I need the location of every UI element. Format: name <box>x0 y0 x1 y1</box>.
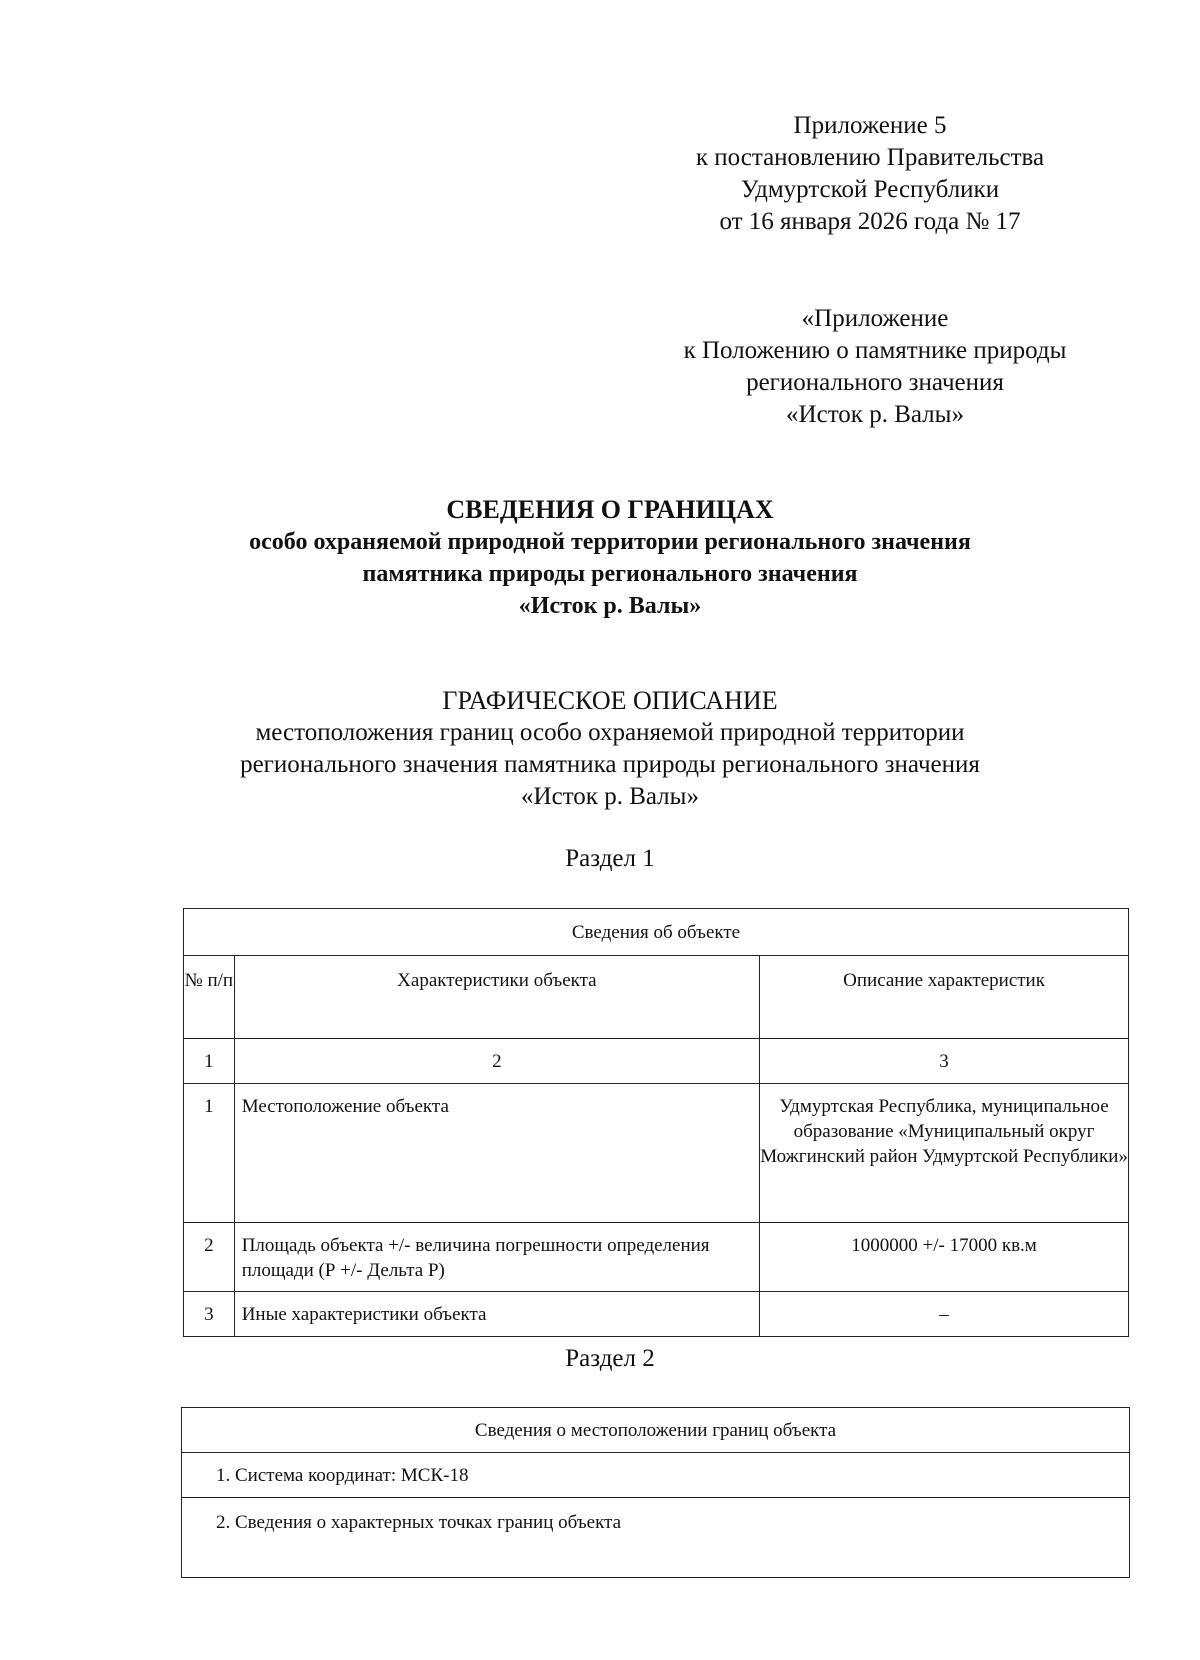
annex2-line: «Исток р. Валы» <box>786 401 964 428</box>
row-number: 3 <box>184 1292 235 1337</box>
coordinate-system-row: 1. Система координат: МСК-18 <box>182 1453 1130 1498</box>
title-main: СВЕДЕНИЯ О ГРАНИЦАХ <box>446 495 774 524</box>
row-description: Удмуртская Республика, муниципальное образование «Муниципальный округ Можгинский район Удмуртской Республики» <box>760 1084 1129 1223</box>
table-row <box>182 1498 1130 1578</box>
section-1-label: Раздел 1 <box>565 845 655 872</box>
column-number-1: 1 <box>184 1039 235 1084</box>
column-number-2: 2 <box>234 1039 759 1084</box>
annex-header <box>660 110 1080 238</box>
column-header-number: № п/п <box>184 956 235 1039</box>
object-info-table <box>183 908 1129 1337</box>
annex-line: Приложение 5 <box>793 112 947 139</box>
row-number: 2 <box>184 1223 235 1292</box>
column-number-3: 3 <box>760 1039 1129 1084</box>
graphic-line: регионального значения памятника природы регионального значения <box>240 751 980 778</box>
annex-line: к постановлению Правительства <box>695 144 1045 171</box>
document-title <box>150 494 1070 622</box>
column-header-characteristics: Характеристики объекта <box>234 956 759 1039</box>
boundary-location-table <box>181 1407 1130 1578</box>
title-line: особо охраняемой природной территории регионального значения <box>249 529 971 555</box>
row-characteristic: Площадь объекта +/- величина погрешности определения площади (Р +/- Дельта Р) <box>234 1223 759 1292</box>
row-characteristic: Местоположение объекта <box>234 1084 759 1223</box>
section-2-label: Раздел 2 <box>565 1345 655 1372</box>
boundary-points-row: 2. Сведения о характерных точках границ объекта <box>182 1498 1130 1578</box>
title-line: «Исток р. Валы» <box>518 593 702 619</box>
row-description: – <box>760 1292 1129 1337</box>
table-row <box>182 1453 1130 1498</box>
column-header-description: Описание характеристик <box>760 956 1129 1039</box>
graphic-line: местоположения границ особо охраняемой природной территории <box>255 719 965 746</box>
annex2-line: «Приложение <box>801 305 949 332</box>
table-row <box>184 1084 1129 1223</box>
title-line: памятника природы регионального значения <box>362 561 858 587</box>
row-number: 1 <box>184 1084 235 1223</box>
table-row <box>184 1292 1129 1337</box>
table-row <box>184 1223 1129 1292</box>
row-description: 1000000 +/- 17000 кв.м <box>760 1223 1129 1292</box>
annex-line: Удмуртской Республики <box>740 176 1000 203</box>
graphic-description-title <box>150 685 1070 813</box>
annex2-line: к Положению о памятнике природы <box>683 337 1067 364</box>
graphic-line: «Исток р. Валы» <box>521 783 699 810</box>
annex-to-regulation <box>640 303 1110 431</box>
table-header: Сведения об объекте <box>184 909 1129 956</box>
row-characteristic: Иные характеристики объекта <box>234 1292 759 1337</box>
table-header: Сведения о местоположении границ объекта <box>182 1408 1130 1453</box>
annex-line: от 16 января 2026 года № 17 <box>719 208 1021 235</box>
annex2-line: регионального значения <box>746 369 1004 396</box>
graphic-main: ГРАФИЧЕСКОЕ ОПИСАНИЕ <box>442 686 778 715</box>
